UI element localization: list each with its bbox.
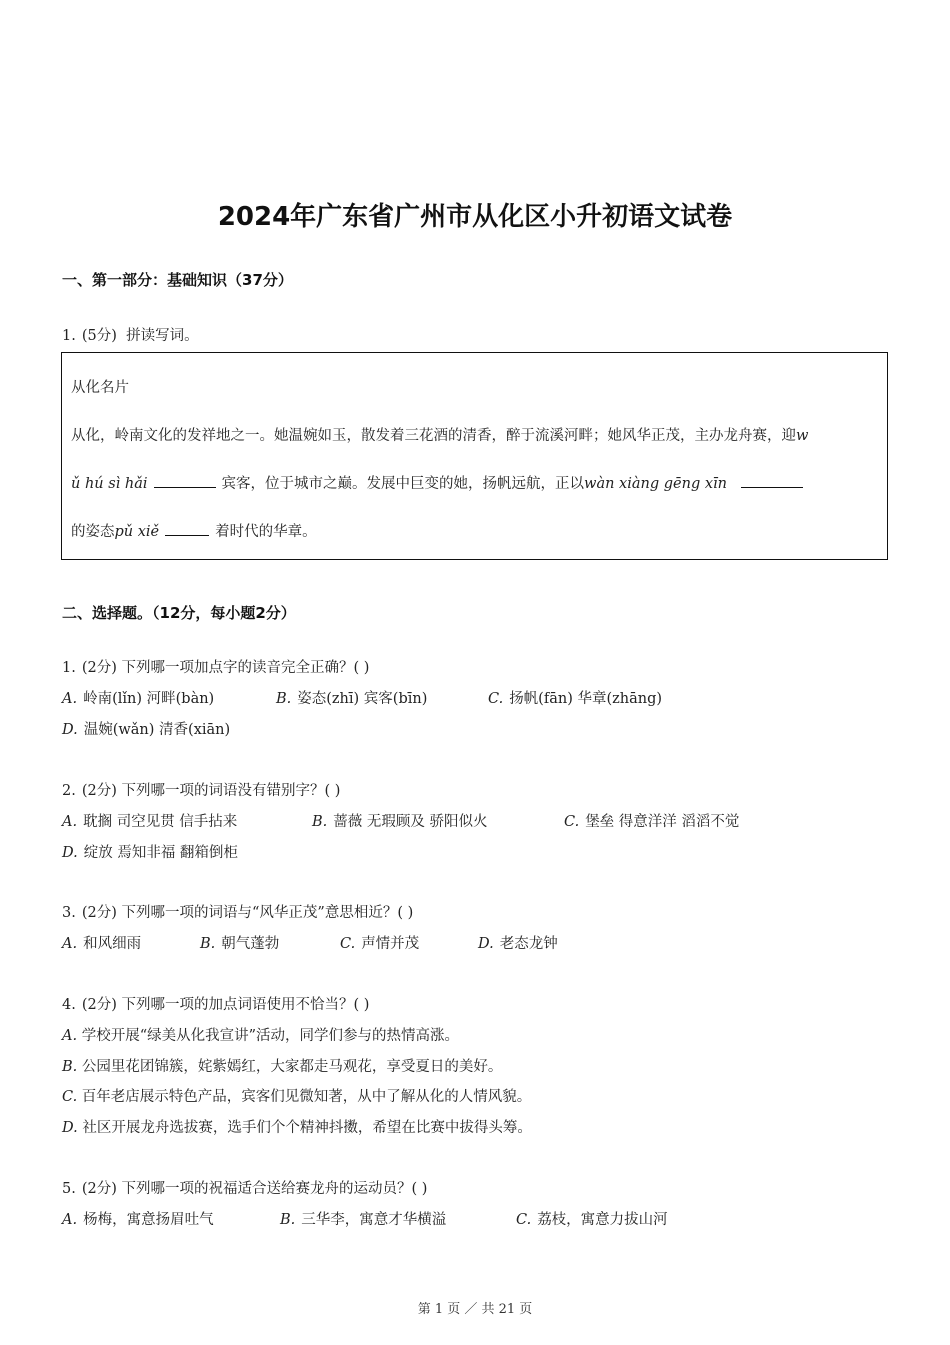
option-letter: B. (62, 1059, 78, 1075)
option-letter: B. (312, 814, 328, 830)
option-text: 耽搁 司空见贯 信手拈来 (83, 814, 238, 830)
question-score: (2分) (81, 1181, 117, 1197)
question-score: (2分) (81, 783, 117, 799)
question-number: 1. (62, 328, 76, 344)
option-c[interactable] (564, 810, 739, 831)
option-text: 温婉(wǎn) 清香(xiān) (83, 722, 231, 738)
option-text: 扬帆(fān) 华章(zhāng) (509, 691, 663, 707)
passage-heading: 从化名片 (71, 380, 129, 396)
question-score: (2分) (81, 997, 117, 1013)
option-text: 杨梅，寓意扬眉吐气 (83, 1212, 214, 1228)
option-letter: B. (200, 936, 216, 952)
question-number: 5. (62, 1181, 76, 1197)
option-c[interactable] (62, 1085, 531, 1106)
option-text: 老态龙钟 (499, 936, 558, 952)
question-number: 1. (62, 660, 76, 676)
option-letter: B. (280, 1212, 296, 1228)
option-d[interactable] (62, 1116, 532, 1137)
option-text: 蔷薇 无瑕顾及 骄阳似火 (333, 814, 488, 830)
question-p2-q2 (62, 779, 340, 800)
option-text: 百年老店展示特色产品，宾客们见微知著，从中了解从化的人情风貌。 (81, 1089, 532, 1105)
passage-text: 着时代的华章。 (215, 524, 317, 540)
option-b[interactable] (62, 1055, 502, 1076)
option-c[interactable] (516, 1208, 668, 1229)
question-number: 3. (62, 905, 76, 921)
option-a[interactable] (62, 1208, 214, 1229)
option-letter: D. (62, 845, 78, 861)
option-letter: B. (276, 691, 292, 707)
option-letter: D. (62, 1120, 78, 1136)
question-p2-q1 (62, 656, 369, 677)
option-letter: D. (62, 722, 78, 738)
option-letter: A. (62, 1028, 78, 1044)
question-p2-q5 (62, 1177, 427, 1198)
question-prompt: 下列哪一项加点字的读音完全正确？( ) (121, 660, 370, 676)
question-number: 2. (62, 783, 76, 799)
option-a[interactable] (62, 687, 214, 708)
option-d[interactable] (62, 718, 230, 739)
question-prompt: 下列哪一项的加点词语使用不恰当？( ) (121, 997, 370, 1013)
question-number: 4. (62, 997, 76, 1013)
option-text: 公园里花团锦簇，姹紫嫣红，大家都走马观花，享受夏日的美好。 (81, 1059, 503, 1075)
option-text: 和风细雨 (83, 936, 142, 952)
passage-box (61, 352, 888, 560)
option-text: 学校开展“绿美从化我宣讲”活动，同学们参与的热情高涨。 (81, 1028, 460, 1044)
option-b[interactable] (276, 687, 427, 708)
question-prompt: 下列哪一项的词语没有错别字？( ) (121, 783, 341, 799)
option-letter: C. (340, 936, 356, 952)
option-letter: A. (62, 691, 78, 707)
option-text: 朝气蓬勃 (221, 936, 280, 952)
answer-blank-1[interactable] (154, 486, 216, 488)
option-a[interactable] (62, 932, 141, 953)
option-letter: C. (564, 814, 580, 830)
option-text: 声情并茂 (361, 936, 420, 952)
question-prompt: 下列哪一项的词语与“风华正茂”意思相近？( ) (121, 905, 414, 921)
passage-line-2 (71, 472, 809, 493)
option-letter: A. (62, 814, 78, 830)
section-heading-part2: 二、选择题。（12分，每小题2分） (62, 604, 296, 622)
answer-blank-2[interactable] (741, 486, 803, 488)
option-d[interactable] (478, 932, 558, 953)
option-c[interactable] (488, 687, 662, 708)
passage-text: 从化，岭南文化的发祥地之一。她温婉如玉，散发着三花酒的清香，醉于流溪河畔；她风华正茂，主办龙舟赛，迎 (71, 428, 796, 444)
option-text: 岭南(lǐn) 河畔(bàn) (83, 691, 215, 707)
pinyin-text: w (796, 428, 809, 444)
option-b[interactable] (312, 810, 487, 831)
option-letter: D. (478, 936, 494, 952)
page-title: 2024年广东省广州市从化区小升初语文试卷 (217, 202, 733, 232)
option-c[interactable] (340, 932, 419, 953)
option-text: 姿态(zhī) 宾客(bīn) (297, 691, 428, 707)
option-text: 绽放 焉知非福 翻箱倒柜 (83, 845, 238, 861)
question-p2-q4 (62, 993, 369, 1014)
passage-text: 宾客，位于城市之巅。发展中巨变的她，扬帆远航，正以 (221, 476, 585, 492)
section-heading-part1: 一、第一部分：基础知识（37分） (62, 271, 293, 289)
option-letter: C. (516, 1212, 532, 1228)
page-footer: 第 1 页 ／ 共 21 页 (417, 1302, 533, 1317)
option-letter: C. (488, 691, 504, 707)
option-a[interactable] (62, 1024, 459, 1045)
option-text: 荔枝，寓意力拔山河 (537, 1212, 668, 1228)
option-letter: A. (62, 936, 78, 952)
question-p1-q1 (62, 324, 199, 345)
option-d[interactable] (62, 841, 238, 862)
passage-line-3 (71, 520, 317, 541)
pinyin-text: wàn xiàng gēng xīn (584, 476, 727, 492)
pinyin-text: ǔ hú sì hǎi (71, 476, 148, 492)
question-score: (2分) (81, 905, 117, 921)
question-prompt: 下列哪一项的祝福适合送给赛龙舟的运动员？( ) (121, 1181, 428, 1197)
passage-text: 的姿态 (71, 524, 115, 540)
question-prompt: 拼读写词。 (126, 328, 199, 344)
answer-blank-3[interactable] (165, 534, 209, 536)
option-text: 三华李，寓意才华横溢 (301, 1212, 447, 1228)
option-letter: C. (62, 1089, 78, 1105)
option-b[interactable] (200, 932, 279, 953)
passage-line-1 (71, 424, 808, 445)
question-score: (2分) (81, 660, 117, 676)
option-text: 堡垒 得意洋洋 滔滔不觉 (585, 814, 740, 830)
pinyin-text: pǔ xiě (114, 524, 160, 540)
question-score: (5分) (81, 328, 117, 344)
question-p2-q3 (62, 901, 413, 922)
option-letter: A. (62, 1212, 78, 1228)
option-text: 社区开展龙舟选拔赛，选手们个个精神抖擞，希望在比赛中拔得头筹。 (82, 1120, 532, 1136)
option-b[interactable] (280, 1208, 446, 1229)
option-a[interactable] (62, 810, 237, 831)
